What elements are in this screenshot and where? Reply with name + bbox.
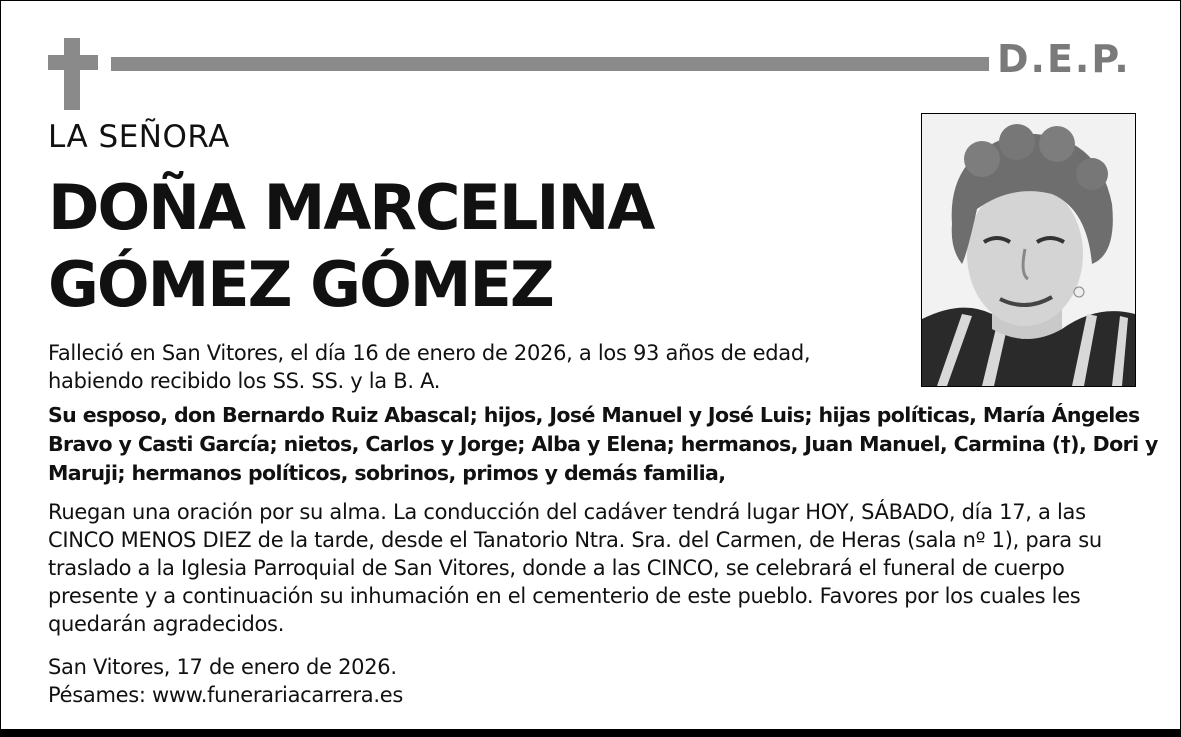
death-line-1: Falleció en San Vitores, el día 16 de enero de 2026, a los 93 años de edad,	[48, 341, 811, 365]
condolences-link: Pésames: www.funerariacarrera.es	[48, 683, 403, 707]
name-line-2: GÓMEZ GÓMEZ	[48, 248, 553, 321]
closing	[48, 653, 748, 709]
death-line-2: habiendo recibido los SS. SS. y la B. A.	[48, 369, 441, 393]
service-paragraph: Ruegan una oración por su alma. La conducción del cadáver tendrá lugar HOY, SÁBADO, día 17, a las CINCO MENOS DIEZ de la tarde, desde el Tanatorio Ntra. Sra. del Carmen, de Heras (sala nº 1), para su traslado a la Iglesia Parroquial de San Vitores, donde a las CINCO, se celebrará el funeral de cuerpo presente y a continuación su inhumación en el cementerio de este pueblo. Favores por los cuales les quedarán agradecidos.	[48, 500, 1102, 636]
bottom-rule	[1, 729, 1180, 736]
place-date: San Vitores, 17 de enero de 2026.	[48, 655, 397, 679]
deceased-name	[48, 169, 653, 323]
dep-label: D.E.P.	[997, 37, 1131, 81]
death-details	[48, 339, 918, 395]
honorific: LA SEÑORA	[48, 119, 230, 155]
portrait-photo	[921, 113, 1136, 387]
family-paragraph: Su esposo, don Bernardo Ruiz Abascal; hijos, José Manuel y José Luis; hijas políticas, María Ángeles Bravo y Casti García; nietos, Carlos y Jorge; Alba y Elena; hermanos, Juan Manuel, Carmina (†), Dori y Maruji; hermanos políticos, sobrinos, primos y demás familia,	[48, 403, 1158, 485]
name-line-1: DOÑA MARCELINA	[48, 171, 654, 244]
header-rule	[111, 57, 989, 71]
